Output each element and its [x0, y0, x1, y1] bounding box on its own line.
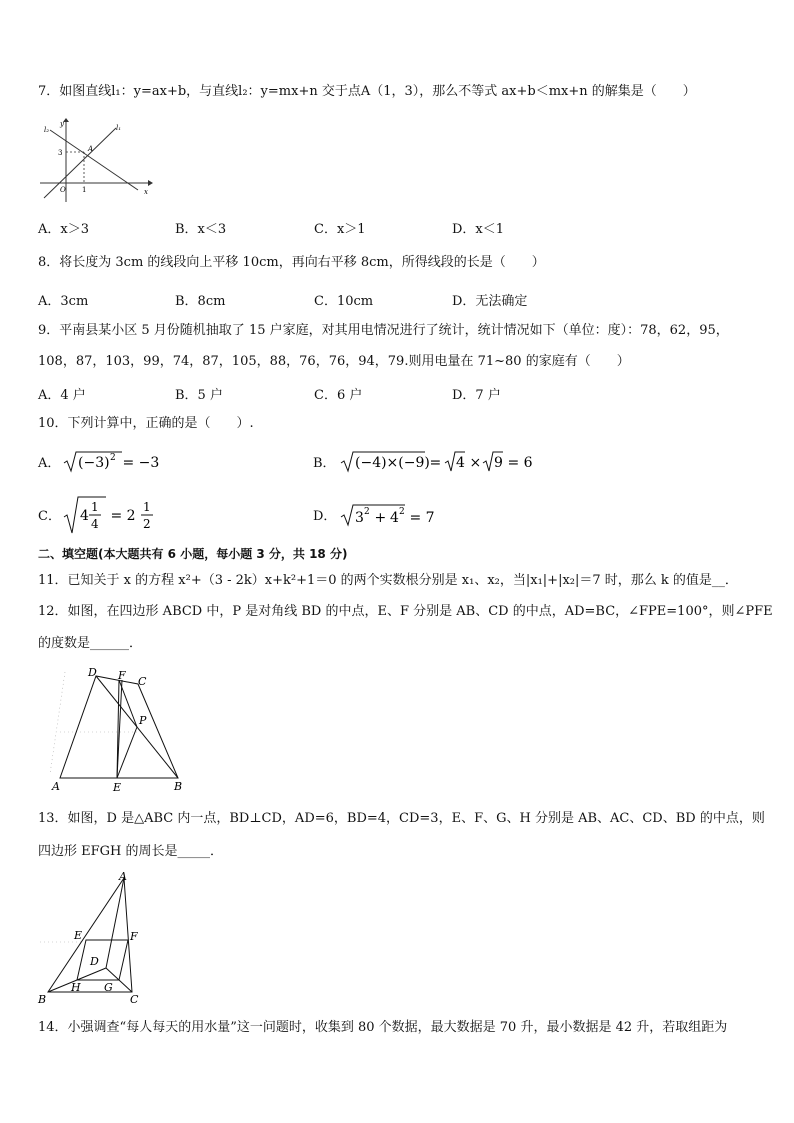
q7-option-a: A．x＞3 [38, 222, 89, 237]
q7-label-x: x [144, 188, 148, 196]
q7-label-A: A [88, 145, 94, 153]
q10-option-d-letter: D． [313, 509, 337, 524]
q8-text: 8．将长度为 3cm 的线段向上平移 10cm，再向右平移 8cm，所得线段的长是（ ） [38, 255, 545, 270]
q7-label-l1: l₁ [116, 124, 122, 132]
q12-figure [40, 664, 190, 794]
q10-a-rhs: = −3 [118, 455, 160, 471]
q10-d-rhs: = 7 [405, 510, 435, 526]
q10-d-b-exp: 2 [399, 507, 405, 517]
q7-label-l2: l₂ [44, 126, 50, 134]
q10-c-den2: 2 [143, 517, 151, 531]
q9-option-c: C．6 户 [314, 388, 363, 403]
q10-option-a-letter: A． [38, 456, 61, 471]
q13-label-G: G [104, 981, 113, 994]
q7-label-1: 1 [82, 186, 87, 194]
q10-option-d-formula [339, 503, 479, 529]
q10-c-num2: 1 [143, 500, 151, 514]
q7-option-d: D．x＜1 [452, 222, 505, 237]
q10-text: 10．下列计算中，正确的是（ ）. [38, 416, 254, 431]
q10-c-whole: 4 [80, 508, 89, 524]
q12-label-F: F [118, 669, 126, 682]
q7-text: 7．如图直线l₁：y=ax+b，与直线l₂：y=mx+n 交于点A（1，3），那么不等式 ax+b＜mx+n 的解集是（ ） [38, 84, 696, 99]
q13-label-A: A [119, 870, 127, 883]
q13-label-E: E [74, 929, 83, 942]
q9-option-b: B．5 户 [175, 388, 223, 403]
q10-b-radicand: (−4)×(−9) [355, 455, 430, 471]
q10-c-den: 4 [91, 517, 99, 531]
q13-label-B: B [38, 993, 47, 1004]
q9-option-a: A．4 户 [38, 388, 86, 403]
q10-d-a: 3 [355, 510, 364, 526]
q7-label-3: 3 [58, 149, 63, 157]
q10-b-r2: 9 [494, 455, 503, 471]
q9-text-line2: 108，87，103，99，74，87，105，88，76，76，94，79.则用电量在 71~80 的家庭有（ ） [38, 354, 630, 369]
q12-label-A: A [52, 780, 60, 793]
q10-c-num: 1 [91, 500, 99, 514]
q7-option-b: B．x＜3 [175, 222, 227, 237]
q10-option-c-letter: C． [38, 509, 61, 524]
q10-option-a-formula [62, 450, 172, 474]
q12-label-D: D [88, 666, 97, 679]
q10-b-eq: = [425, 455, 446, 471]
q8-option-b: B．8cm [175, 294, 226, 309]
q7-label-O: O [60, 186, 66, 194]
q13-label-F: F [130, 930, 138, 943]
q13-text-line2: 四边形 EFGH 的周长是_____． [38, 844, 223, 859]
q12-label-E: E [113, 781, 122, 794]
q8-option-a: A．3cm [38, 294, 89, 309]
q8-option-c: C．10cm [314, 294, 374, 309]
q11-text: 11．已知关于 x 的方程 x²+（3 - 2k）x+k²+1＝0 的两个实数根分别是 x₁、x₂，当|x₁|+|x₂|＝7 时，那么 k 的值是__． [38, 573, 738, 588]
q12-label-C: C [138, 675, 147, 688]
q13-label-C: C [130, 993, 139, 1004]
q10-d-a-exp: 2 [364, 507, 370, 517]
q13-text-line1: 13．如图，D 是△ABC 内一点，BD⊥CD，AD=6，BD=4，CD=3，E、F、G、H 分别是 AB、AC、CD、BD 的中点，则 [38, 811, 765, 826]
q10-b-times: × [465, 455, 486, 471]
q12-text-line2: 的度数是______． [38, 636, 143, 651]
q10-d-plus: + [370, 510, 391, 526]
q7-figure [36, 118, 156, 210]
q8-option-d: D．无法确定 [452, 294, 528, 309]
q7-label-y: y [60, 120, 64, 128]
section2-heading: 二、填空题(本大题共有 6 小题，每小题 3 分，共 18 分) [38, 547, 348, 561]
q10-option-c-formula [62, 495, 172, 535]
q10-b-rhs: = 6 [503, 455, 533, 471]
q10-b-r1: 4 [456, 455, 465, 471]
q10-d-b: 4 [390, 510, 399, 526]
q10-c-eq: = 2 [106, 508, 136, 524]
q9-text-line1: 9．平南县某小区 5 月份随机抽取了 15 户家庭，对其用电情况进行了统计，统计情况如下（单位：度）：78，62，95， [38, 323, 729, 338]
q14-text: 14．小强调查“每人每天的用水量”这一问题时，收集到 80 个数据，最大数据是 70 升，最小数据是 42 升，若取组距为 [38, 1020, 728, 1035]
q7-option-c: C．x＞1 [314, 222, 366, 237]
q10-option-b-formula [339, 450, 549, 474]
q13-figure [36, 866, 146, 1004]
q13-label-H: H [71, 981, 81, 994]
q10-a-radicand: (−3) [78, 455, 110, 471]
q12-label-B: B [174, 780, 183, 793]
q10-option-b-letter: B． [313, 456, 336, 471]
q10-a-exp: 2 [110, 453, 116, 463]
q12-text-line1: 12．如图，在四边形 ABCD 中，P 是对角线 BD 的中点，E、F 分别是 AB、CD 的中点，AD=BC，∠FPE=100°，则∠PFE [38, 604, 773, 619]
q9-option-d: D．7 户 [452, 388, 501, 403]
q13-label-D: D [90, 955, 99, 968]
q12-label-P: P [139, 714, 147, 727]
